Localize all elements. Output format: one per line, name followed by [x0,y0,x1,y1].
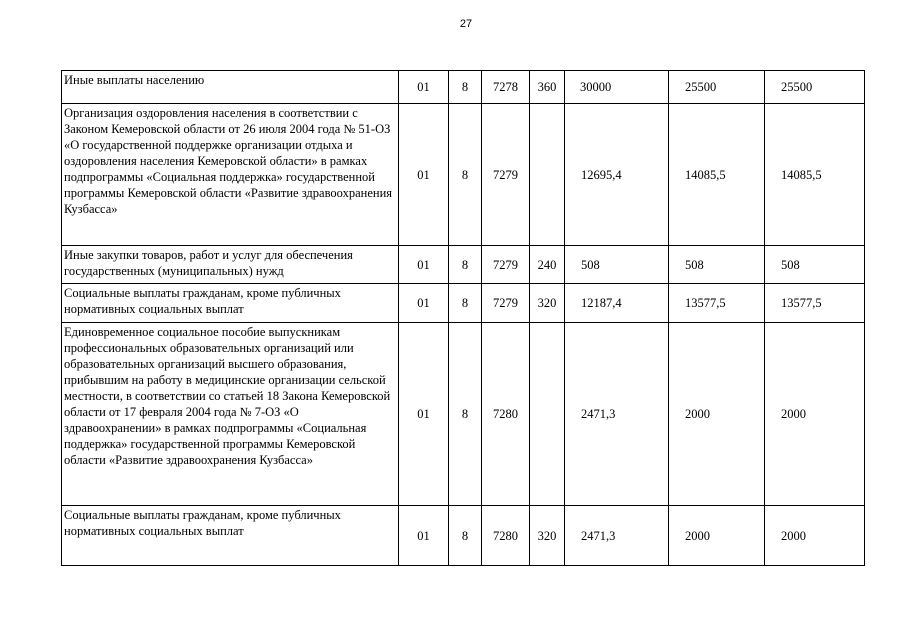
amount-year-2: 25500 [669,71,765,104]
table-row [62,323,865,506]
amount-year-3: 14085,5 [765,104,865,246]
table-row [62,104,865,246]
page-number: 27 [459,18,473,30]
target-code: 7280 [482,506,530,566]
expense-type: 320 [530,506,565,566]
amount-year-2: 13577,5 [669,284,765,323]
section-code: 01 [399,246,449,284]
subsection-code: 8 [449,104,482,246]
expense-type: 320 [530,284,565,323]
target-code: 7280 [482,323,530,506]
target-code: 7279 [482,246,530,284]
amount-year-1: 508 [565,246,669,284]
table-row [62,246,865,284]
amount-year-3: 2000 [765,323,865,506]
subsection-code: 8 [449,71,482,104]
target-code: 7279 [482,284,530,323]
amount-year-2: 2000 [669,323,765,506]
amount-year-3: 25500 [765,71,865,104]
expense-type: 360 [530,71,565,104]
row-description: Иные выплаты населению [62,71,399,104]
target-code: 7278 [482,71,530,104]
expense-type: 240 [530,246,565,284]
section-code: 01 [399,323,449,506]
row-description: Социальные выплаты гражданам, кроме публичных нормативных социальных выплат [62,506,399,566]
amount-year-1: 2471,3 [565,506,669,566]
section-code: 01 [399,506,449,566]
amount-year-3: 508 [765,246,865,284]
expense-type [530,323,565,506]
amount-year-1: 30000 [565,71,669,104]
amount-year-3: 13577,5 [765,284,865,323]
row-description: Социальные выплаты гражданам, кроме публичных нормативных социальных выплат [62,284,399,323]
table-row [62,284,865,323]
amount-year-3: 2000 [765,506,865,566]
target-code: 7279 [482,104,530,246]
section-code: 01 [399,104,449,246]
expense-type [530,104,565,246]
subsection-code: 8 [449,506,482,566]
subsection-code: 8 [449,284,482,323]
amount-year-1: 2471,3 [565,323,669,506]
amount-year-1: 12695,4 [565,104,669,246]
amount-year-2: 508 [669,246,765,284]
subsection-code: 8 [449,323,482,506]
table-row [62,506,865,566]
subsection-code: 8 [449,246,482,284]
amount-year-2: 2000 [669,506,765,566]
section-code: 01 [399,71,449,104]
table-row [62,71,865,104]
row-description: Иные закупки товаров, работ и услуг для обеспечения государственных (муниципальных) нужд [62,246,399,284]
amount-year-2: 14085,5 [669,104,765,246]
amount-year-1: 12187,4 [565,284,669,323]
row-description: Единовременное социальное пособие выпускникам профессиональных образовательных организаций или образовательных организаций высшего образования, прибывшим на работу в медицинские организации сельской местности, в соответствии со статьей 18 Закона Кемеровской области от 17 февраля 2004 года № 7-ОЗ «О здравоохранении» в рамках подпрограммы «Социальная поддержка» государственной программы Кемеровской области «Развитие здравоохранения Кузбасса» [62,323,399,506]
section-code: 01 [399,284,449,323]
budget-table [61,70,865,566]
row-description: Организация оздоровления населения в соответствии с Законом Кемеровской области от 26 июля 2004 года № 51-ОЗ «О государственной поддержке организации отдыха и оздоровления населения Кемеровской области» в рамках подпрограммы «Социальная поддержка» государственной программы Кемеровской области «Развитие здравоохранения Кузбасса» [62,104,399,246]
